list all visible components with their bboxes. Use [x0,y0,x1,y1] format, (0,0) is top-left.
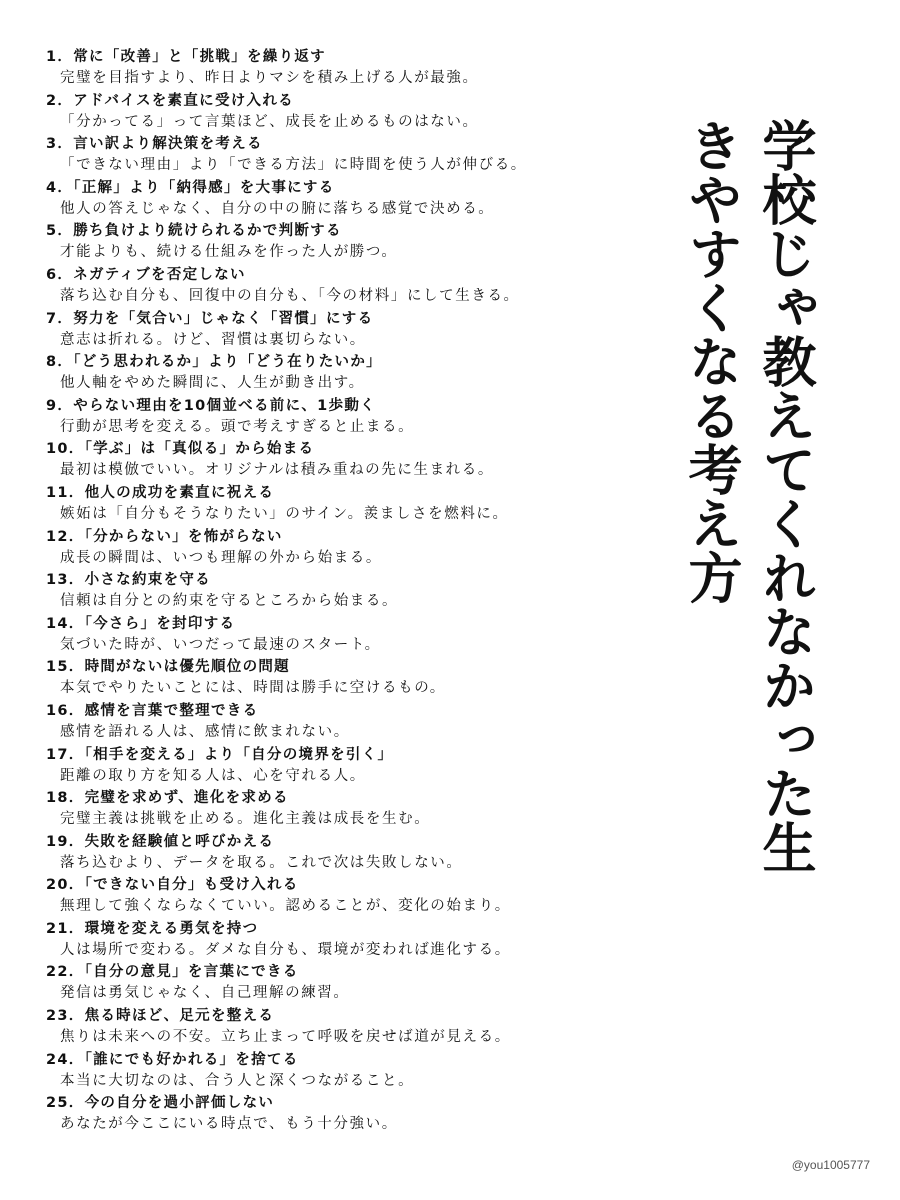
item-heading: 6．ネガティブを否定しない [46,266,246,283]
list-item [46,395,646,439]
item-heading: 21．環境を変える勇気を持つ [46,920,259,937]
item-text: 焦りは未来への不安。立ち止まって呼吸を戻せば道が見える。 [60,1029,511,1046]
list-item [46,133,646,177]
item-heading: 20．「できない自分」も受け入れる [46,877,299,894]
list-item [46,700,646,744]
item-text: 行動が思考を変える。頭で考えすぎると止まる。 [60,418,415,435]
item-text: 他人の答えじゃなく、自分の中の腑に落ちる感覚で決める。 [60,200,495,217]
item-text: 距離の取り方を知る人は、心を守れる人。 [60,767,366,784]
item-heading: 8．「どう思われるか」より「どう在りたいか」 [46,354,382,371]
item-heading: 14．「今さら」を封印する [46,615,236,632]
item-heading: 3．言い訳より解決策を考える [46,136,263,153]
item-text: 本当に大切なのは、合う人と深くつながること。 [60,1072,415,1089]
item-text: 人は場所で変わる。ダメな自分も、環境が変われば進化する。 [60,941,511,958]
item-heading: 9．やらない理由を10個並べる前に、1歩動く [46,397,376,414]
item-text: あなたが今ここにいる時点で、もう十分強い。 [60,1116,398,1133]
item-text: 落ち込むより、データを取る。これで次は失敗しない。 [60,854,463,871]
list-item [46,787,646,831]
item-text: 感情を語れる人は、感情に飲まれない。 [60,723,350,740]
list-item [46,656,646,700]
list-item [46,438,646,482]
list-item [46,177,646,221]
list-item [46,90,646,134]
item-heading: 13．小さな約束を守る [46,572,211,589]
item-text: 「できない理由」より「できる方法」に時間を使う人が伸びる。 [60,157,527,174]
item-heading: 17．「相手を変える」より「自分の境界を引く」 [46,746,394,763]
item-text: 完璧主義は挑戦を止める。進化主義は成長を生む。 [60,811,431,828]
item-text: 気づいた時が、いつだって最速のスタート。 [60,636,381,653]
list-item [46,1005,646,1049]
item-heading: 25．今の自分を過小評価しない [46,1095,275,1112]
author-credit: @you1005777 [791,1158,870,1172]
item-text: 無理して強くならなくていい。認めることが、変化の始まり。 [60,898,511,915]
item-heading: 24．「誰にでも好かれる」を捨てる [46,1051,299,1068]
item-text: 嫉妬は「自分もそうなりたい」のサイン。羨ましさを燃料に。 [60,505,509,522]
item-text: 他人軸をやめた瞬間に、人生が動き出す。 [60,375,365,392]
item-heading: 22．「自分の意見」を言葉にできる [46,964,299,981]
item-heading: 12．「分からない」を怖がらない [46,528,283,545]
item-heading: 4．「正解」より「納得感」を大事にする [46,179,335,196]
list-item [46,1049,646,1093]
item-heading: 16．感情を言葉で整理できる [46,702,259,719]
list-item [46,613,646,657]
list-item [46,351,646,395]
list-item [46,264,646,308]
item-heading: 7．努力を「気合い」じゃなく「習慣」にする [46,310,374,327]
item-heading: 18．完璧を求めず、進化を求める [46,790,289,807]
item-text: 才能よりも、続ける仕組みを作った人が勝つ。 [60,244,398,261]
item-heading: 11．他人の成功を素直に祝える [46,484,275,501]
item-heading: 19．失敗を経験値と呼びかえる [46,833,275,850]
list-item [46,831,646,875]
item-heading: 2．アドバイスを素直に受け入れる [46,92,294,109]
list-item [46,569,646,613]
page-title: 学校じゃ教えてくれなかった生きやすくなる考え方 [680,118,817,874]
list-item [46,961,646,1005]
list-item [46,526,646,570]
item-text: 本気でやりたいことには、時間は勝手に空けるもの。 [60,680,446,697]
item-text: 成長の瞬間は、いつも理解の外から始まる。 [60,549,382,566]
list-item [46,918,646,962]
list-item [46,220,646,264]
item-heading: 10．「学ぶ」は「真似る」から始まる [46,441,315,458]
item-heading: 15．時間がないは優先順位の問題 [46,659,290,676]
item-text: 完璧を目指すより、昨日よりマシを積み上げる人が最強。 [60,70,479,86]
list-item [46,482,646,526]
list-item [46,1092,646,1136]
tips-list [46,46,646,1136]
item-text: 最初は模倣でいい。オリジナルは積み重ねの先に生まれる。 [60,462,494,479]
item-heading: 23．焦る時ほど、足元を整える [46,1008,275,1025]
item-text: 意志は折れる。けど、習慣は裏切らない。 [60,331,366,348]
list-item [46,744,646,788]
list-item [46,46,646,90]
list-item [46,308,646,352]
item-heading: 1．常に「改善」と「挑戦」を繰り返す [46,49,326,65]
item-text: 「分かってる」って言葉ほど、成長を止めるものはない。 [60,113,479,130]
item-heading: 5．勝ち負けより続けられるかで判断する [46,223,342,240]
list-item [46,874,646,918]
item-text: 落ち込む自分も、回復中の自分も、「今の材料」にして生きる。 [60,287,520,304]
item-text: 発信は勇気じゃなく、自己理解の練習。 [60,985,350,1002]
item-text: 信頼は自分との約束を守るところから始まる。 [60,593,399,610]
